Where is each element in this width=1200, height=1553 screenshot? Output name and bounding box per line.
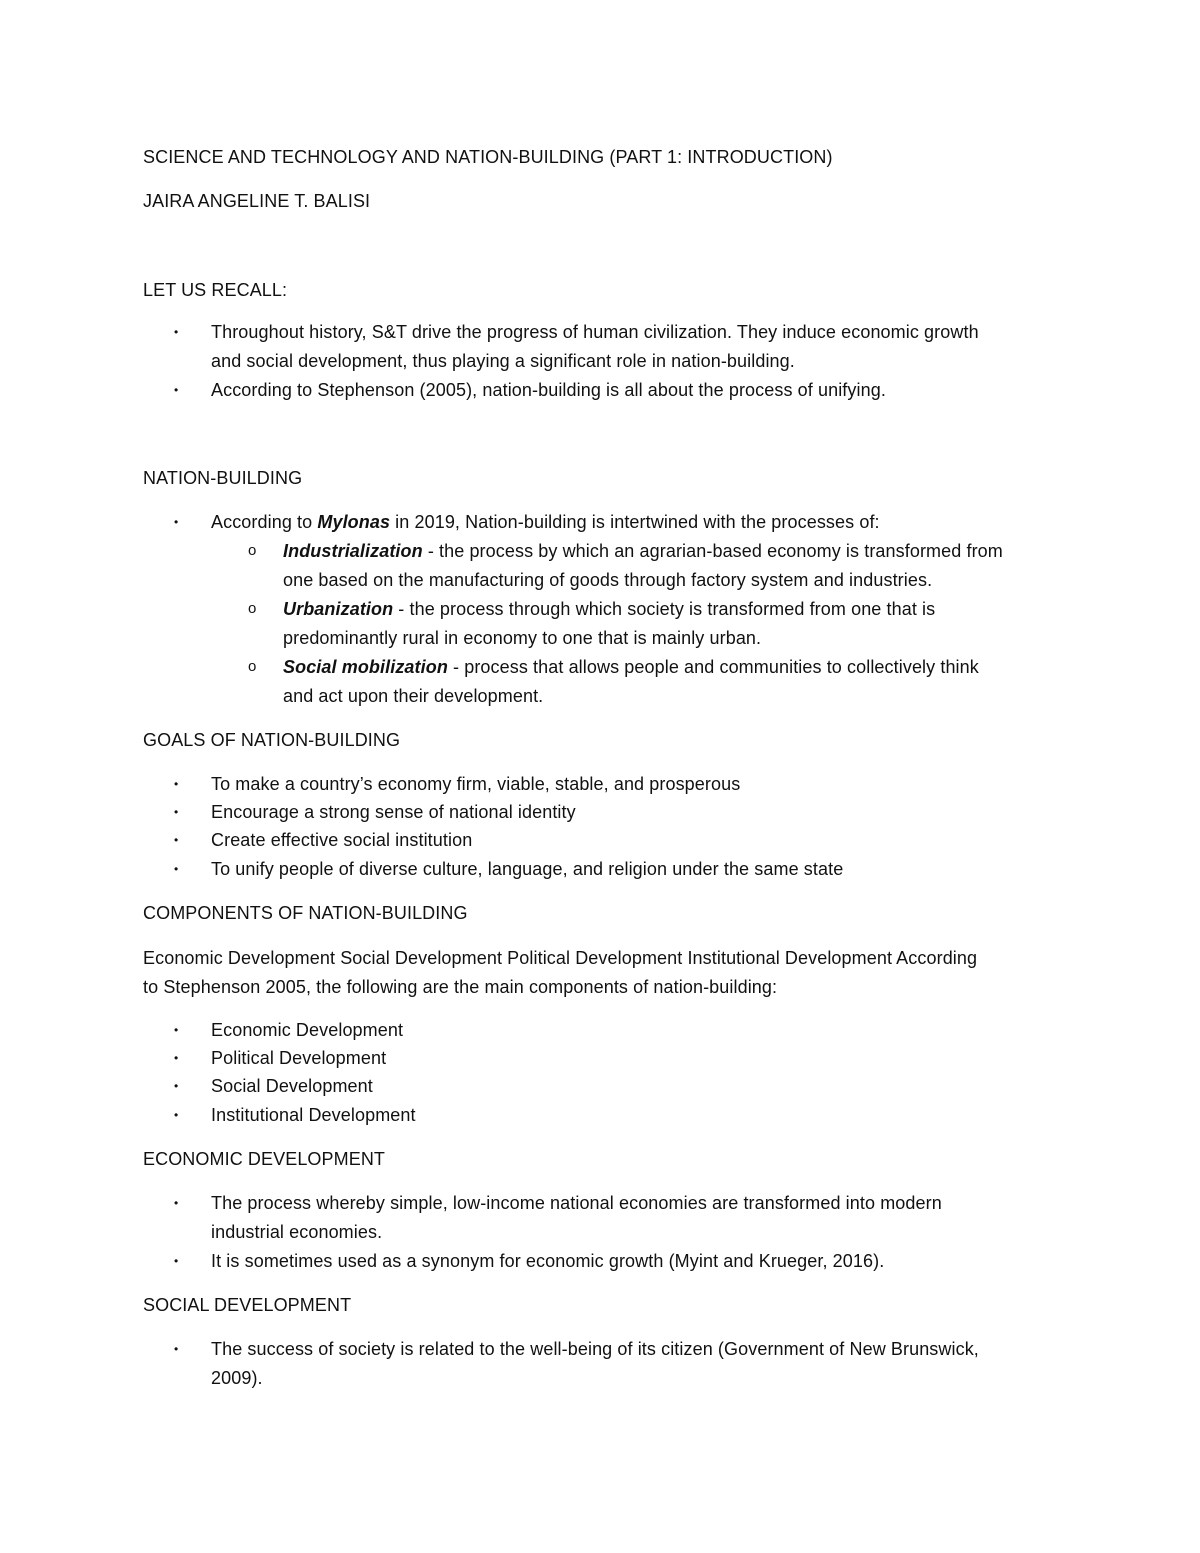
bullet-icon: • [174,1023,179,1037]
social-item-1-line-2: 2009). [211,1368,263,1388]
section-heading-social: SOCIAL DEVELOPMENT [143,1295,352,1315]
bullet-icon: • [174,777,179,791]
process-term: Urbanization [283,599,394,619]
process-definition: - process that allows people and communities to collectively think [447,657,979,677]
process-item-3-line-1 [283,655,979,679]
bullet-icon: • [174,1196,179,1210]
bullet-icon: • [174,1108,179,1122]
section-heading-goals: GOALS OF NATION-BUILDING [143,730,401,750]
component-item: Political Development [211,1048,387,1068]
recall-item-2-line-1: According to Stephenson (2005), nation-building is all about the process of unifying. [211,380,886,400]
recall-item-1-line-1: Throughout history, S&T drive the progress of human civilization. They induce economic growth [211,322,979,342]
process-term: Industrialization [283,541,423,561]
intro-text-after: in 2019, Nation-building is intertwined with the processes of: [390,512,880,532]
process-item-3-line-2: and act upon their development. [283,686,544,706]
bullet-icon: • [174,1342,179,1356]
component-item: Economic Development [211,1020,404,1040]
section-heading-components: COMPONENTS OF NATION-BUILDING [143,903,468,923]
economic-item-1-line-2: industrial economies. [211,1222,383,1242]
bullet-icon: • [174,515,179,529]
section-heading-recall: LET US RECALL: [143,280,288,300]
social-item-1-line-1: The success of society is related to the well-being of its citizen (Government of New Brunswick, [211,1339,979,1359]
document-author: JAIRA ANGELINE T. BALISI [143,191,371,211]
components-paragraph-line-1: Economic Development Social Development Political Development Institutional Development According [143,948,978,968]
process-definition: - the process through which society is transformed from one that is [393,599,936,619]
process-term: Social mobilization [283,657,448,677]
bullet-icon: • [174,1254,179,1268]
process-item-1-line-2: one based on the manufacturing of goods through factory system and industries. [283,570,933,590]
economic-item-1-line-1: The process whereby simple, low-income national economies are transformed into modern [211,1193,942,1213]
bullet-icon: • [174,383,179,397]
component-item: Social Development [211,1076,373,1096]
sub-bullet-icon: o [248,600,257,617]
bullet-icon: • [174,1051,179,1065]
goal-item: Create effective social institution [211,830,473,850]
goal-item: Encourage a strong sense of national identity [211,802,576,822]
section-heading-nation-building: NATION-BUILDING [143,468,303,488]
bullet-icon: • [174,805,179,819]
section-heading-economic: ECONOMIC DEVELOPMENT [143,1149,386,1169]
process-item-2-line-1 [283,597,935,621]
bullet-icon: • [174,1079,179,1093]
economic-item-2-line-1: It is sometimes used as a synonym for economic growth (Myint and Krueger, 2016). [211,1251,885,1271]
bullet-icon: • [174,325,179,339]
goal-item: To make a country’s economy firm, viable, stable, and prosperous [211,774,741,794]
nation-building-intro [211,510,880,534]
intro-text-before: According to [211,512,318,532]
document-title: SCIENCE AND TECHNOLOGY AND NATION-BUILDING (PART 1: INTRODUCTION) [143,147,833,167]
sub-bullet-icon: o [248,658,257,675]
bullet-icon: • [174,833,179,847]
intro-author-name: Mylonas [317,512,391,532]
components-paragraph-line-2: to Stephenson 2005, the following are the main components of nation-building: [143,977,778,997]
recall-item-1-line-2: and social development, thus playing a significant role in nation-building. [211,351,795,371]
process-item-1-line-1 [283,539,1003,563]
component-item: Institutional Development [211,1105,416,1125]
process-definition: - the process by which an agrarian-based economy is transformed from [422,541,1003,561]
sub-bullet-icon: o [248,542,257,559]
process-item-2-line-2: predominantly rural in economy to one that is mainly urban. [283,628,762,648]
bullet-icon: • [174,862,179,876]
goal-item: To unify people of diverse culture, language, and religion under the same state [211,859,844,879]
